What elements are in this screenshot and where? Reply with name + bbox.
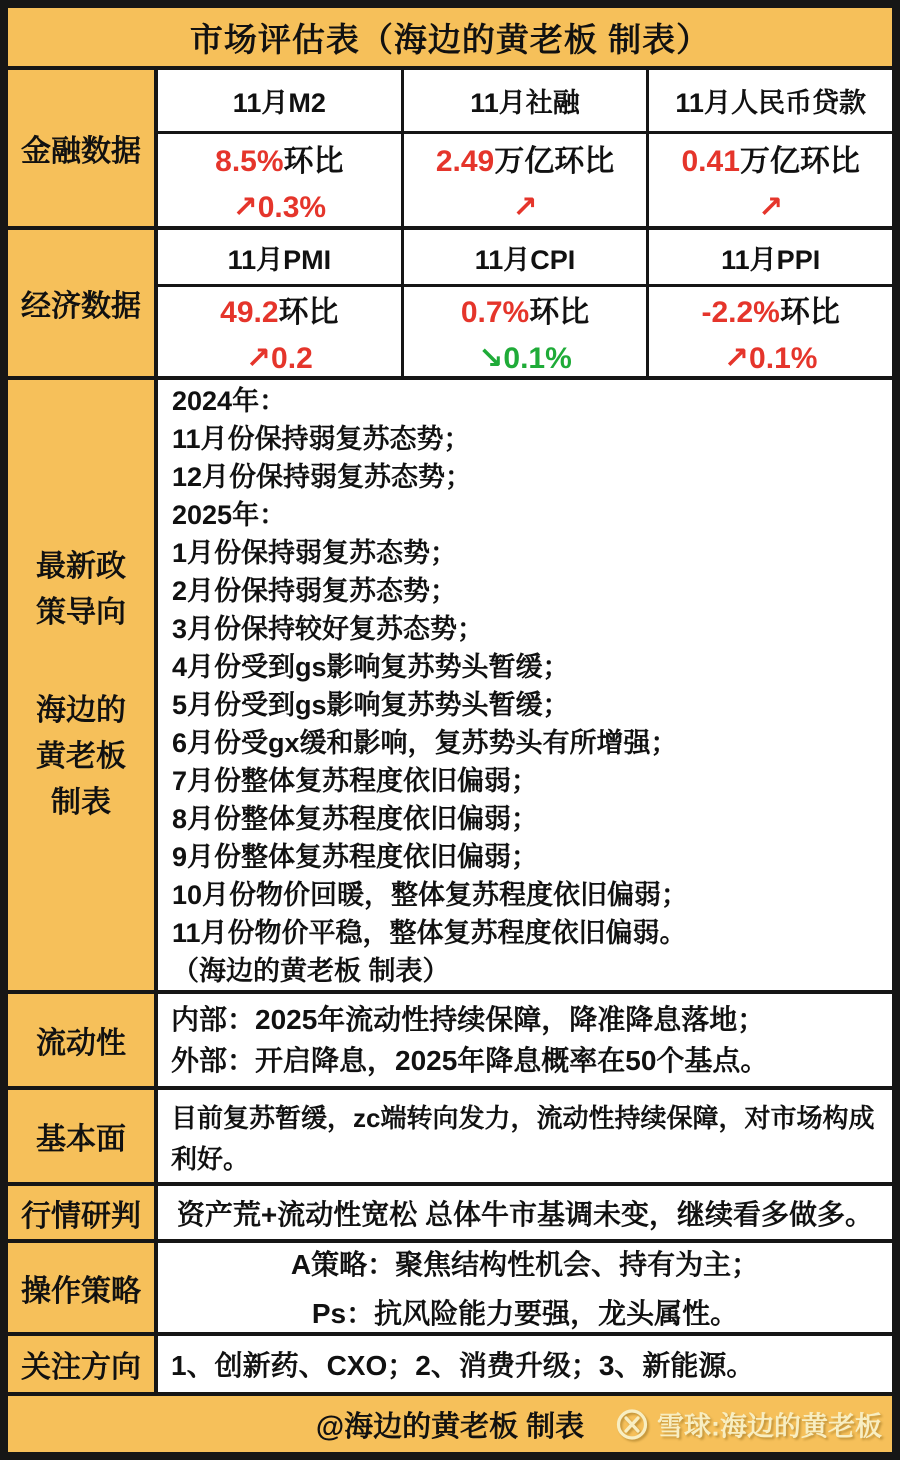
value-number: 8.5% <box>215 144 284 178</box>
finance-columns <box>158 70 892 226</box>
economy-columns <box>158 230 892 376</box>
judgment-text: 资产荒+流动性宽松 总体牛市基调未变，继续看多做多。 <box>158 1186 892 1239</box>
policy-line: 6月份受gx缓和影响，复苏势头有所增强； <box>172 728 678 758</box>
value-number: 0.41 <box>681 144 740 178</box>
policy-timeline <box>158 380 892 990</box>
footer <box>8 1396 892 1452</box>
value-number: 49.2 <box>220 296 279 329</box>
value-line <box>220 287 338 331</box>
strategy-line-ps: Ps：抗风险能力要强，龙头属性。 <box>311 1298 739 1329</box>
value-line <box>436 136 614 180</box>
metric-col-ppi <box>646 230 892 376</box>
row-focus-direction <box>8 1336 892 1396</box>
policy-line: 5月份受到gs影响复苏势头暂缓； <box>172 690 570 720</box>
policy-label-line: 制表 <box>51 786 111 819</box>
column-header: 11月人民币贷款 <box>649 70 892 134</box>
metric-col-pmi <box>158 230 401 376</box>
row-policy-direction <box>8 380 892 994</box>
policy-line: 4月份受到gs影响复苏势头暂缓； <box>172 652 570 682</box>
policy-label-line: 海边的 <box>36 694 126 727</box>
liquidity-text <box>158 994 892 1086</box>
policy-credit-line: （海边的黄老板 制表） <box>172 956 450 986</box>
policy-line: 8月份整体复苏程度依旧偏弱； <box>172 804 539 834</box>
strategy-text <box>158 1243 892 1332</box>
value-suffix: 环比 <box>278 296 339 329</box>
policy-line: 7月份整体复苏程度依旧偏弱； <box>172 766 539 796</box>
row-fundamentals <box>8 1090 892 1186</box>
metric-value <box>649 134 892 226</box>
policy-label-line: 黄老板 <box>36 740 126 773</box>
row-operation-strategy <box>8 1243 892 1336</box>
fundamentals-row-label: 基本面 <box>8 1090 158 1182</box>
value-suffix: 环比 <box>779 296 840 329</box>
trend-down-indicator: ↘0.1% <box>478 342 572 375</box>
value-number: 0.7% <box>460 296 530 329</box>
column-header: 11月M2 <box>158 70 401 134</box>
metric-value <box>404 134 647 226</box>
value-suffix: 环比 <box>529 296 590 329</box>
value-number: 2.49 <box>435 144 495 178</box>
row-liquidity <box>8 994 892 1090</box>
trend-up-indicator: ↗ <box>512 190 538 224</box>
column-header: 11月PPI <box>649 230 892 287</box>
xueqiu-watermark <box>615 1405 882 1444</box>
fundamentals-text: 目前复苏暂缓，zc端转向发力，流动性持续保障，对市场构成利好。 <box>158 1090 892 1182</box>
xueqiu-logo-icon <box>615 1407 649 1441</box>
strategy-row-label: 操作策略 <box>8 1243 158 1332</box>
column-header: 11月PMI <box>158 230 401 287</box>
row-market-judgment <box>8 1186 892 1243</box>
liquidity-line-internal: 内部：2025年流动性持续保障，降准降息落地； <box>171 1004 766 1035</box>
metric-col-rmb-loans <box>646 70 892 226</box>
value-line <box>215 136 343 180</box>
liquidity-line-external: 外部：开启降息，2025年降息概率在50个基点。 <box>171 1045 769 1076</box>
page-title: 市场评估表（海边的黄老板 制表） <box>8 8 892 70</box>
watermark-text: 雪球:海边的黄老板 <box>657 1411 882 1442</box>
policy-line: 3月份保持较好复苏态势； <box>172 614 485 644</box>
judgment-row-label: 行情研判 <box>8 1186 158 1239</box>
metric-col-cpi <box>401 230 647 376</box>
policy-line: 9月份整体复苏程度依旧偏弱； <box>172 842 539 872</box>
policy-line: 1月份保持弱复苏态势； <box>172 538 458 568</box>
column-header: 11月CPI <box>404 230 647 287</box>
metric-value <box>404 287 647 376</box>
column-header: 11月社融 <box>404 70 647 134</box>
author-credit: @海边的黄老板 制表 <box>315 1410 585 1443</box>
metric-value <box>649 287 892 376</box>
policy-label-line: 最新政 <box>36 550 126 583</box>
value-suffix: 万亿环比 <box>494 144 615 178</box>
policy-line: 2024年： <box>172 386 287 416</box>
trend-up-indicator: ↗0.1% <box>723 342 818 375</box>
row-economy-data <box>8 230 892 380</box>
value-suffix: 万亿环比 <box>739 144 860 178</box>
finance-row-label: 金融数据 <box>8 70 158 226</box>
policy-label-line: 策导向 <box>36 596 126 629</box>
policy-line: 11月份保持弱复苏态势； <box>172 424 471 454</box>
trend-up-indicator: ↗ <box>758 190 784 224</box>
value-number: -2.2% <box>701 296 780 329</box>
metric-col-m2 <box>158 70 401 226</box>
metric-value <box>158 134 401 226</box>
focus-row-label: 关注方向 <box>8 1336 158 1392</box>
metric-col-social-financing <box>401 70 647 226</box>
policy-line: 11月份物价平稳，整体复苏程度依旧偏弱。 <box>172 918 687 948</box>
trend-up-indicator: ↗0.3% <box>232 190 327 224</box>
policy-line: 2月份保持弱复苏态势； <box>172 576 458 606</box>
value-line <box>701 287 839 331</box>
economy-row-label: 经济数据 <box>8 230 158 376</box>
metric-value <box>158 287 401 376</box>
trend-up-indicator: ↗0.2 <box>245 342 313 375</box>
value-suffix: 环比 <box>283 144 344 178</box>
value-line <box>681 136 859 180</box>
policy-line: 2025年： <box>172 500 287 530</box>
policy-row-label <box>8 380 158 990</box>
value-line <box>461 287 589 331</box>
strategy-line-a: A策略：聚焦结构性机会、持有为主； <box>290 1249 760 1280</box>
policy-line: 12月份保持弱复苏态势； <box>172 462 473 492</box>
row-finance-data <box>8 70 892 230</box>
focus-text: 1、创新药、CXO；2、消费升级；3、新能源。 <box>158 1336 892 1392</box>
policy-line: 10月份物价回暖，整体复苏程度依旧偏弱； <box>172 880 689 910</box>
liquidity-row-label: 流动性 <box>8 994 158 1086</box>
